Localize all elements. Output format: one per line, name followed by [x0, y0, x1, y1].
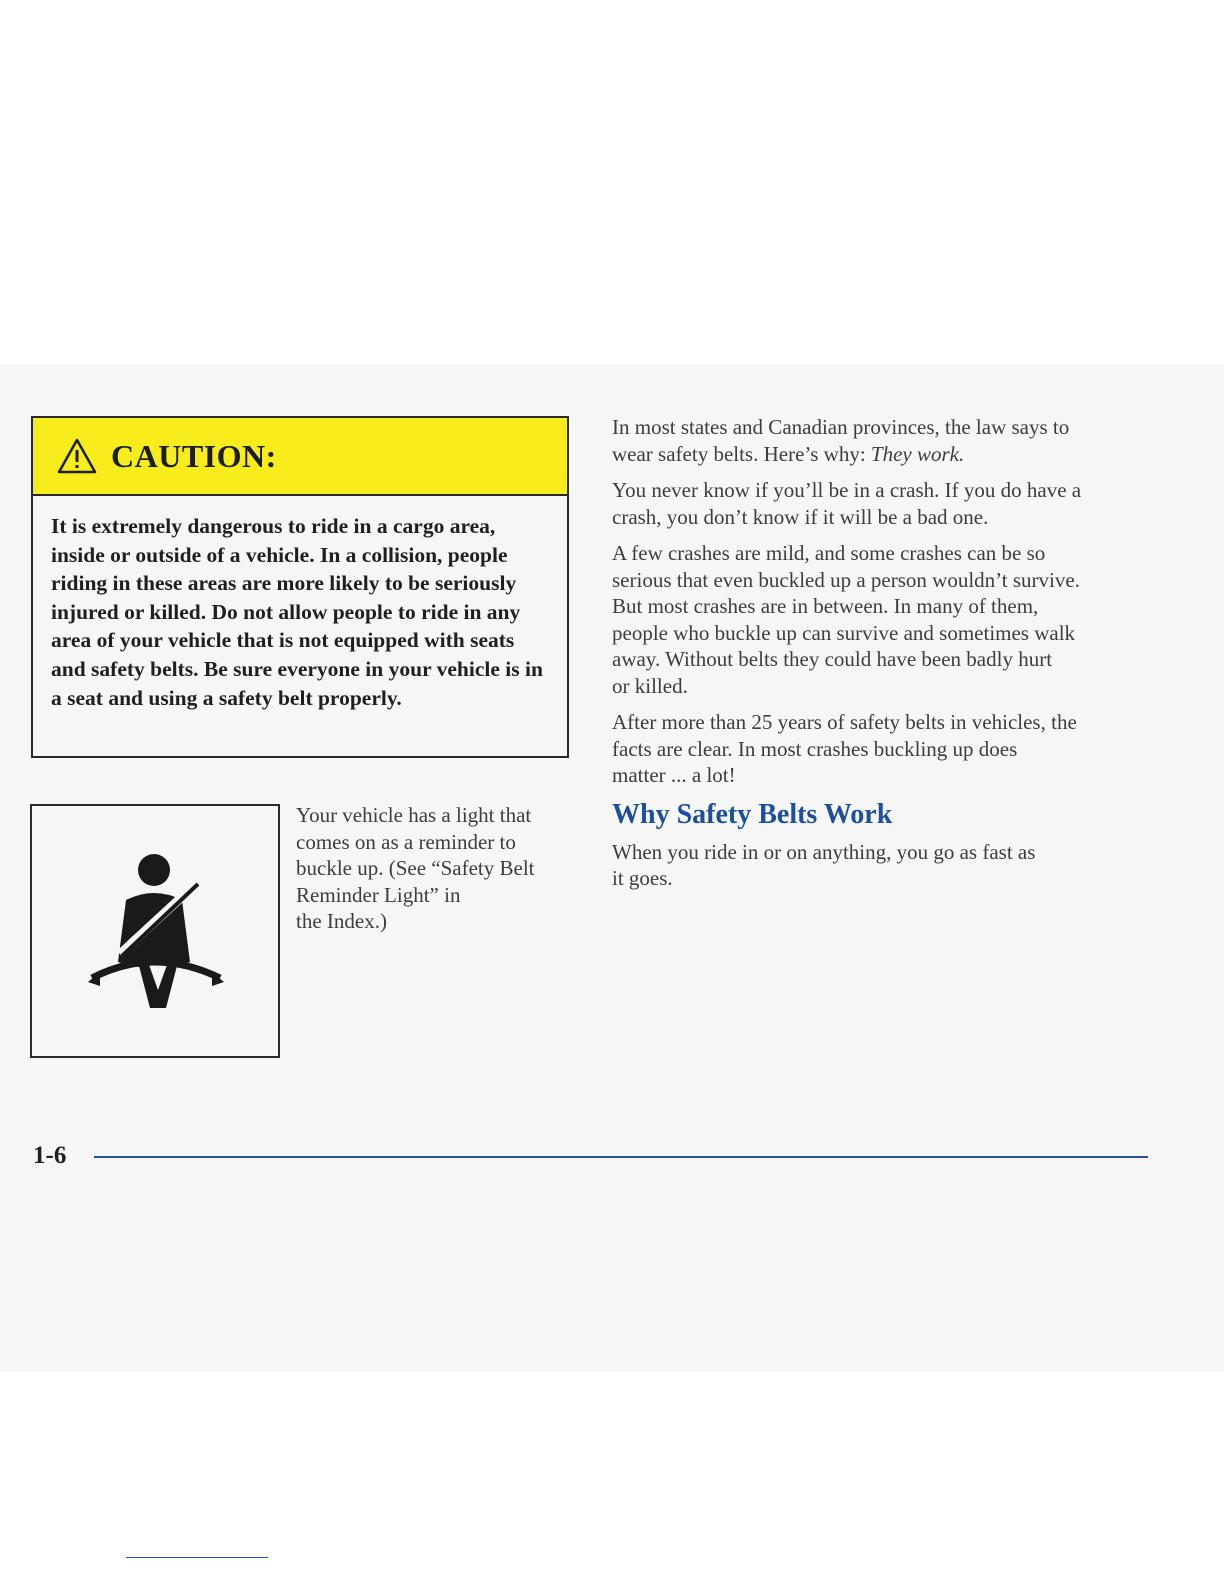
caution-header — [33, 418, 567, 496]
section-heading: Why Safety Belts Work — [612, 798, 893, 830]
bottom-rule — [126, 1557, 268, 1558]
page-number: 1-6 — [33, 1142, 67, 1169]
seatbelt-reminder-icon — [86, 850, 226, 1020]
reminder-light-text: Your vehicle has a light that comes on as a reminder to buckle up. (See “Safety Belt Reminder Light” in the Index.) — [296, 803, 535, 933]
warning-triangle-icon — [57, 438, 97, 474]
caution-title: CAUTION: — [111, 437, 277, 474]
paragraph-never-know: You never know if you’ll be in a crash. If you do have a crash, you don’t know if it will be a bad one. — [612, 478, 1082, 529]
caution-box — [31, 416, 569, 758]
paragraph-ride: When you ride in or on anything, you go as fast as it goes. — [612, 839, 1036, 890]
footer-rule — [94, 1156, 1148, 1158]
main-content — [612, 414, 1172, 902]
caution-body: It is extremely dangerous to ride in a cargo area, inside or outside of a vehicle. In a collision, people riding in these areas are more likely to be seriously injured or killed. Do not allow people to ride in any area of your vehicle that is not equipped with seats and safety belts. Be sure everyone in your vehicle is in a seat and using a safety belt properly. — [51, 514, 543, 710]
paragraph-law-emphasis: They work. — [870, 441, 965, 466]
paragraph-25-years: After more than 25 years of safety belts in vehicles, the facts are clear. In most crashes buckling up does matter ... a lot! — [612, 710, 1077, 787]
paragraph-law-text: In most states and Canadian provinces, the law says to wear safety belts. Here’s why: — [612, 415, 1070, 466]
paragraph-few-crashes: A few crashes are mild, and some crashes can be so serious that even buckled up a person wouldn’t survive. But most crashes are in between. In many of them, people who buckle up can survive and sometimes walk away. Without belts they could have been badly hurt or killed. — [612, 541, 1080, 698]
paragraph-law — [612, 414, 1172, 467]
seatbelt-icon-box — [30, 804, 280, 1058]
